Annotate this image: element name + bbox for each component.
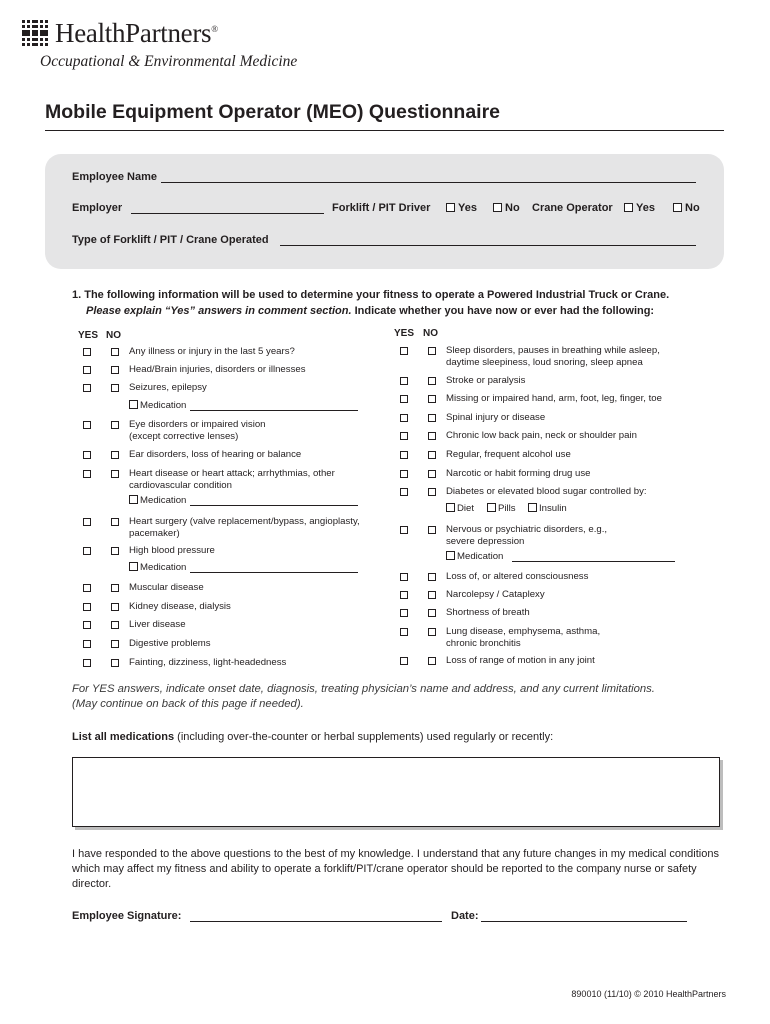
no-checkbox[interactable] (428, 414, 436, 422)
condition-label-line: Narcolepsy / Cataplexy (446, 589, 545, 600)
bp-medication-checkbox[interactable] (129, 562, 138, 571)
condition-label-line: Narcotic or habit forming drug use (446, 468, 591, 479)
diabetes-insulin-option[interactable]: Insulin (528, 503, 567, 514)
condition-label (446, 345, 660, 370)
diabetes-pills-option[interactable]: Pills (487, 503, 516, 514)
employer-label: Employer (72, 202, 123, 214)
no-checkbox[interactable] (428, 526, 436, 534)
crane-yes-checkbox[interactable] (624, 203, 633, 212)
yes-checkbox[interactable] (83, 621, 91, 629)
yes-checkbox[interactable] (83, 640, 91, 648)
condition-label (446, 571, 588, 583)
bp-medication[interactable]: Medication (129, 562, 186, 573)
psych-medication-field[interactable] (512, 561, 675, 562)
yes-checkbox[interactable] (400, 591, 408, 599)
psych-medication-checkbox[interactable] (446, 551, 455, 560)
yes-checkbox[interactable] (83, 384, 91, 392)
yes-checkbox[interactable] (83, 659, 91, 667)
medications-textarea[interactable] (72, 757, 720, 827)
condition-label (129, 638, 211, 650)
condition-label-line: Eye disorders or impaired vision (129, 419, 266, 430)
yes-checkbox[interactable] (400, 470, 408, 478)
yes-checkbox[interactable] (400, 377, 408, 385)
equipment-type-field[interactable] (280, 245, 696, 246)
condition-label-line: (except corrective lenses) (129, 431, 239, 443)
no-checkbox[interactable] (111, 518, 119, 526)
condition-label-line: cardiovascular condition (129, 480, 232, 492)
condition-label-line: Loss of, or altered consciousness (446, 571, 589, 582)
condition-label-line: daytime sleepiness, loud snoring, sleep apnea (446, 357, 643, 369)
condition-label (446, 412, 545, 424)
condition-label-line: Regular, frequent alcohol use (446, 449, 571, 460)
condition-label-line: Missing or impaired hand, arm, foot, leg, finger, toe (446, 393, 662, 404)
left-no-header: NO (106, 330, 121, 341)
condition-label (129, 619, 186, 631)
yes-checkbox[interactable] (83, 584, 91, 592)
form-footer: 890010 (11/10) © 2010 HealthPartners (571, 989, 726, 999)
no-checkbox[interactable] (428, 432, 436, 440)
no-checkbox[interactable] (428, 470, 436, 478)
diabetes-diet-checkbox[interactable] (446, 503, 455, 512)
condition-label-line: Spinal injury or disease (446, 412, 546, 423)
condition-label-line: Sleep disorders, pauses in breathing while asleep, (446, 345, 660, 356)
no-checkbox[interactable] (428, 609, 436, 617)
signature-label: Employee Signature: (72, 910, 182, 922)
condition-label-line: Seizures, epilepsy (129, 382, 207, 393)
condition-label (129, 419, 266, 444)
yes-checkbox[interactable] (83, 421, 91, 429)
condition-label-line: Kidney disease, dialysis (129, 601, 231, 612)
signature-field[interactable] (190, 921, 442, 922)
forklift-yes-option[interactable]: Yes (446, 202, 477, 214)
condition-label-line: Head/Brain injuries, disorders or illnesses (129, 364, 306, 375)
condition-label (446, 393, 662, 405)
condition-label-line: Any illness or injury in the last 5 years? (129, 346, 295, 357)
cardio-medication-field[interactable] (190, 505, 358, 506)
yes-checkbox[interactable] (83, 518, 91, 526)
yes-checkbox[interactable] (400, 573, 408, 581)
crane-no-option[interactable]: No (673, 202, 700, 214)
no-checkbox[interactable] (111, 348, 119, 356)
yes-checkbox[interactable] (83, 366, 91, 374)
condition-label-line: pacemaker) (129, 528, 180, 540)
seizure-medication-checkbox[interactable] (129, 400, 138, 409)
condition-label (129, 657, 286, 669)
yes-checkbox[interactable] (83, 603, 91, 611)
forklift-yes-checkbox[interactable] (446, 203, 455, 212)
condition-label-line: Heart surgery (valve replacement/bypass, angioplasty, (129, 516, 360, 527)
medications-label: List all medications (including over-the-counter or herbal supplements) used regularly or recently: (72, 731, 554, 743)
condition-label (446, 468, 591, 480)
yes-checkbox[interactable] (83, 547, 91, 555)
crane-no-checkbox[interactable] (673, 203, 682, 212)
condition-label-line: severe depression (446, 536, 525, 548)
yes-checkbox[interactable] (400, 432, 408, 440)
no-checkbox[interactable] (428, 573, 436, 581)
condition-label-line: Liver disease (129, 619, 186, 630)
left-yes-header: YES (78, 330, 99, 341)
no-checkbox[interactable] (111, 470, 119, 478)
no-checkbox[interactable] (111, 640, 119, 648)
no-checkbox[interactable] (428, 377, 436, 385)
condition-label-line: Fainting, dizziness, light-headedness (129, 657, 287, 668)
condition-label (446, 589, 545, 601)
attestation-text: I have responded to the above questions to the best of my knowledge. I understand that any future changes in my medical conditions which may affect my fitness and ability to operate a forklift/PIT/crane operator should be reported to the company nurse or safety director. (72, 848, 719, 890)
condition-label-line: Ear disorders, loss of hearing or balance (129, 449, 302, 460)
yes-checkbox[interactable] (83, 451, 91, 459)
yes-checkbox[interactable] (400, 657, 408, 665)
condition-label (129, 545, 215, 557)
yes-checkbox[interactable] (83, 348, 91, 356)
psych-medication[interactable]: Medication (446, 551, 503, 562)
condition-label-line: Nervous or psychiatric disorders, e.g., (446, 524, 608, 535)
crane-yes-option[interactable]: Yes (624, 202, 655, 214)
condition-label-line: High blood pressure (129, 545, 215, 556)
no-checkbox[interactable] (111, 603, 119, 611)
yes-checkbox[interactable] (400, 395, 408, 403)
no-checkbox[interactable] (111, 366, 119, 374)
condition-label-line: Diabetes or elevated blood sugar controlled by: (446, 486, 647, 497)
condition-label (129, 364, 306, 376)
no-checkbox[interactable] (428, 451, 436, 459)
condition-label (446, 655, 595, 667)
condition-label (129, 449, 301, 461)
date-field[interactable] (481, 921, 687, 922)
condition-label (129, 468, 335, 493)
right-no-header: NO (423, 328, 438, 339)
no-checkbox[interactable] (428, 395, 436, 403)
cardio-medication-checkbox[interactable] (129, 495, 138, 504)
question-line-1: 1. The following information will be used to determine your fitness to operate a Powered Industrial Truck or Crane. (72, 289, 670, 301)
question-intro (72, 288, 669, 319)
title-divider (45, 130, 724, 131)
seizure-medication-field[interactable] (190, 410, 358, 411)
diabetes-diet-option[interactable]: Diet (446, 503, 474, 514)
equipment-type-label: Type of Forklift / PIT / Crane Operated (72, 234, 269, 246)
right-yes-header: YES (394, 328, 415, 339)
no-checkbox[interactable] (428, 347, 436, 355)
no-checkbox[interactable] (111, 421, 119, 429)
condition-label (446, 607, 530, 619)
yes-checkbox[interactable] (400, 609, 408, 617)
forklift-driver-label: Forklift / PIT Driver (332, 202, 431, 214)
yes-checkbox[interactable] (83, 470, 91, 478)
condition-label (446, 430, 637, 442)
forklift-no-option[interactable]: No (493, 202, 520, 214)
condition-label-line: Shortness of breath (446, 607, 530, 618)
condition-label (129, 516, 360, 541)
yes-checkbox[interactable] (400, 628, 408, 636)
yes-answer-instructions: For YES answers, indicate onset date, diagnosis, treating physician’s name and address, and any current limitations. (May continue on back of this page if needed). (72, 683, 655, 710)
diabetes-insulin-checkbox[interactable] (528, 503, 537, 512)
condition-label (129, 382, 207, 394)
condition-label-line: chronic bronchitis (446, 638, 521, 650)
condition-label-line: Loss of range of motion in any joint (446, 655, 595, 666)
no-checkbox[interactable] (428, 591, 436, 599)
condition-label (129, 346, 295, 358)
no-checkbox[interactable] (111, 584, 119, 592)
yes-checkbox[interactable] (400, 347, 408, 355)
no-checkbox[interactable] (428, 488, 436, 496)
employer-field[interactable] (131, 213, 324, 214)
brand-name: HealthPartners® (55, 18, 218, 48)
condition-label-line: Digestive problems (129, 638, 211, 649)
yes-checkbox[interactable] (400, 526, 408, 534)
yes-checkbox[interactable] (400, 488, 408, 496)
cardio-medication[interactable]: Medication (129, 495, 186, 506)
condition-label-line: Heart disease or heart attack; arrhythmias, other (129, 468, 335, 479)
no-checkbox[interactable] (111, 451, 119, 459)
condition-label (446, 486, 647, 498)
condition-label (446, 375, 525, 387)
diabetes-pills-checkbox[interactable] (487, 503, 496, 512)
date-label: Date: (451, 910, 479, 922)
no-checkbox[interactable] (111, 384, 119, 392)
bp-medication-field[interactable] (190, 572, 358, 573)
employee-name-field[interactable] (161, 182, 696, 183)
yes-checkbox[interactable] (400, 451, 408, 459)
brand-division: Occupational & Environmental Medicine (40, 53, 298, 70)
page-title: Mobile Equipment Operator (MEO) Questionnaire (45, 101, 501, 123)
forklift-no-checkbox[interactable] (493, 203, 502, 212)
condition-label (129, 582, 204, 594)
no-checkbox[interactable] (111, 659, 119, 667)
no-checkbox[interactable] (428, 628, 436, 636)
condition-label-line: Stroke or paralysis (446, 375, 526, 386)
no-checkbox[interactable] (428, 657, 436, 665)
condition-label (446, 524, 607, 549)
no-checkbox[interactable] (111, 621, 119, 629)
condition-label-line: Chronic low back pain, neck or shoulder pain (446, 430, 637, 441)
employee-name-label: Employee Name (72, 171, 157, 183)
question-line-2: Please explain “Yes” answers in comment section. Indicate whether you have now or ever had the following: (86, 304, 655, 317)
seizure-medication[interactable]: Medication (129, 400, 186, 411)
no-checkbox[interactable] (111, 547, 119, 555)
condition-label (446, 626, 600, 651)
condition-label-line: Lung disease, emphysema, asthma, (446, 626, 601, 637)
healthpartners-logo-icon (22, 20, 48, 46)
crane-operator-label: Crane Operator (532, 202, 613, 214)
condition-label (129, 601, 231, 613)
yes-checkbox[interactable] (400, 414, 408, 422)
condition-label-line: Muscular disease (129, 582, 204, 593)
condition-label (446, 449, 571, 461)
